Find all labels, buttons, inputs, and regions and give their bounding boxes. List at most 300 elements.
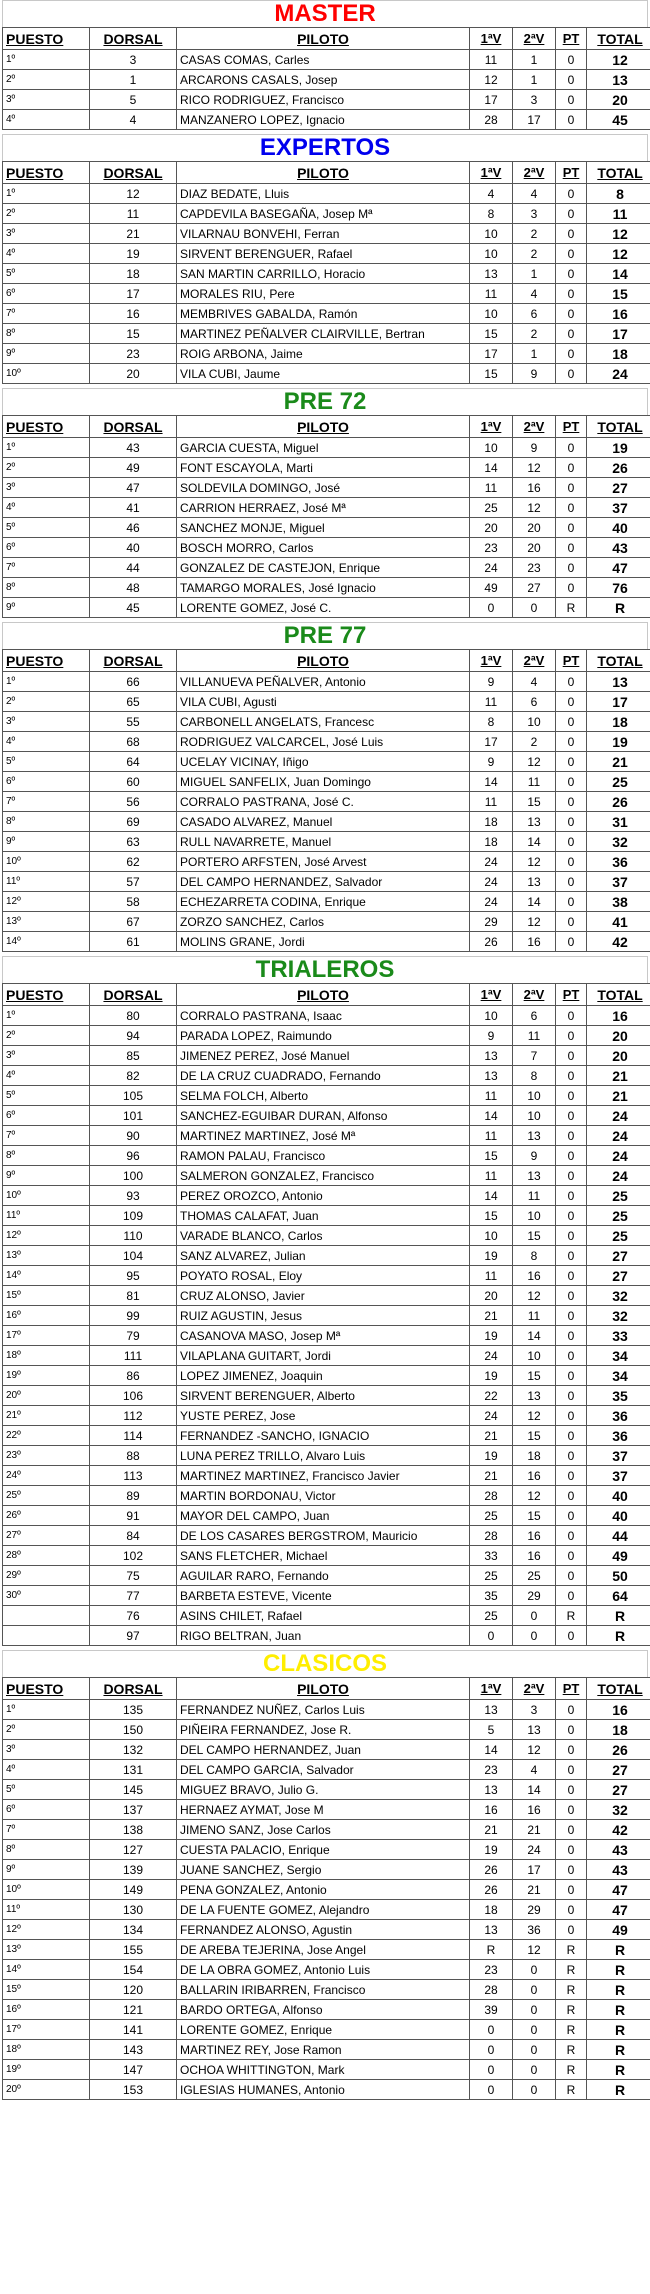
table-row — [3, 1186, 650, 1206]
cell-total: 33 — [587, 1326, 650, 1346]
table-row — [3, 692, 650, 712]
cell-dorsal: 40 — [90, 538, 177, 558]
cell-dorsal: 79 — [90, 1326, 177, 1346]
cell-total: 24 — [587, 364, 650, 384]
cell-first-round: 26 — [470, 1880, 513, 1900]
cell-second-round: 12 — [513, 1406, 556, 1426]
cell-puesto: 1º — [3, 438, 90, 458]
cell-first-round: 19 — [470, 1840, 513, 1860]
cell-total: 76 — [587, 578, 650, 598]
cell-piloto: RULL NAVARRETE, Manuel — [177, 832, 470, 852]
cell-second-round: 9 — [513, 364, 556, 384]
cell-piloto: JIMENEZ PEREZ, José Manuel — [177, 1046, 470, 1066]
table-row — [3, 1566, 650, 1586]
cell-dorsal: 111 — [90, 1346, 177, 1366]
cell-total: 19 — [587, 438, 650, 458]
results-table — [2, 983, 650, 1646]
cell-puesto: 6º — [3, 1106, 90, 1126]
cell-pt: 0 — [556, 1880, 587, 1900]
table-row — [3, 1266, 650, 1286]
cell-pt: 0 — [556, 1840, 587, 1860]
cell-puesto: 12º — [3, 892, 90, 912]
cell-first-round: 10 — [470, 1226, 513, 1246]
cell-puesto: 3º — [3, 1046, 90, 1066]
cell-piloto: MORALES RIU, Pere — [177, 284, 470, 304]
cell-second-round: 17 — [513, 1860, 556, 1880]
cell-first-round: 24 — [470, 558, 513, 578]
cell-first-round: 22 — [470, 1386, 513, 1406]
cell-piloto: SANZ ALVAREZ, Julian — [177, 1246, 470, 1266]
cell-piloto: SOLDEVILA DOMINGO, José — [177, 478, 470, 498]
cell-dorsal: 81 — [90, 1286, 177, 1306]
cell-second-round: 11 — [513, 772, 556, 792]
cell-piloto: RODRIGUEZ VALCARCEL, José Luis — [177, 732, 470, 752]
cell-dorsal: 61 — [90, 932, 177, 952]
cell-first-round: 16 — [470, 1800, 513, 1820]
cell-pt: 0 — [556, 1126, 587, 1146]
cell-first-round: 12 — [470, 70, 513, 90]
cell-total: 12 — [587, 244, 650, 264]
cell-puesto: 6º — [3, 538, 90, 558]
cell-piloto: SELMA FOLCH, Alberto — [177, 1086, 470, 1106]
cell-puesto: 2º — [3, 1026, 90, 1046]
table-row — [3, 1346, 650, 1366]
cell-dorsal: 15 — [90, 324, 177, 344]
cell-second-round: 0 — [513, 1606, 556, 1626]
cell-piloto: TAMARGO MORALES, José Ignacio — [177, 578, 470, 598]
cell-piloto: PIÑEIRA FERNANDEZ, Jose R. — [177, 1720, 470, 1740]
cell-piloto: JUANE SANCHEZ, Sergio — [177, 1860, 470, 1880]
cell-first-round: 11 — [470, 478, 513, 498]
cell-total: 37 — [587, 1446, 650, 1466]
cell-second-round: 2 — [513, 732, 556, 752]
header-first-round: 1ªV — [470, 650, 513, 672]
cell-second-round: 2 — [513, 324, 556, 344]
cell-dorsal: 76 — [90, 1606, 177, 1626]
cell-total: 32 — [587, 832, 650, 852]
cell-puesto: 16º — [3, 2000, 90, 2020]
cell-second-round: 11 — [513, 1186, 556, 1206]
cell-piloto: ARCARONS CASALS, Josep — [177, 70, 470, 90]
cell-piloto: MIGUEZ BRAVO, Julio G. — [177, 1780, 470, 1800]
cell-total: 24 — [587, 1166, 650, 1186]
cell-first-round: 25 — [470, 1566, 513, 1586]
cell-pt: 0 — [556, 518, 587, 538]
cell-piloto: SIRVENT BERENGUER, Rafael — [177, 244, 470, 264]
cell-piloto: DEL CAMPO HERNANDEZ, Salvador — [177, 872, 470, 892]
table-row — [3, 344, 650, 364]
cell-second-round: 0 — [513, 1960, 556, 1980]
cell-first-round: 33 — [470, 1546, 513, 1566]
cell-piloto: MANZANERO LOPEZ, Ignacio — [177, 110, 470, 130]
cell-total: 20 — [587, 90, 650, 110]
cell-piloto: CASAS COMAS, Carles — [177, 50, 470, 70]
cell-puesto: 8º — [3, 1840, 90, 1860]
cell-puesto: 1º — [3, 50, 90, 70]
cell-pt: 0 — [556, 1286, 587, 1306]
cell-total: 50 — [587, 1566, 650, 1586]
cell-piloto: SIRVENT BERENGUER, Alberto — [177, 1386, 470, 1406]
table-row — [3, 264, 650, 284]
table-row — [3, 364, 650, 384]
cell-piloto: IGLESIAS HUMANES, Antonio — [177, 2080, 470, 2100]
table-row — [3, 184, 650, 204]
cell-piloto: RICO RODRIGUEZ, Francisco — [177, 90, 470, 110]
cell-total: 27 — [587, 1760, 650, 1780]
cell-piloto: VILARNAU BONVEHI, Ferran — [177, 224, 470, 244]
cell-dorsal: 110 — [90, 1226, 177, 1246]
cell-dorsal: 68 — [90, 732, 177, 752]
cell-piloto: UCELAY VICINAY, Iñigo — [177, 752, 470, 772]
cell-piloto: VILA CUBI, Agusti — [177, 692, 470, 712]
table-row — [3, 872, 650, 892]
cell-piloto: PEREZ OROZCO, Antonio — [177, 1186, 470, 1206]
cell-total: R — [587, 2040, 650, 2060]
cell-second-round: 0 — [513, 2040, 556, 2060]
table-row — [3, 70, 650, 90]
header-second-round: 2ªV — [513, 1678, 556, 1700]
header-dorsal: DORSAL — [90, 650, 177, 672]
cell-piloto: YUSTE PEREZ, Jose — [177, 1406, 470, 1426]
cell-first-round: 23 — [470, 1760, 513, 1780]
cell-total: 16 — [587, 1006, 650, 1026]
cell-dorsal: 154 — [90, 1960, 177, 1980]
cell-piloto: PORTERO ARFSTEN, José Arvest — [177, 852, 470, 872]
table-row — [3, 204, 650, 224]
table-row — [3, 1426, 650, 1446]
cell-dorsal: 62 — [90, 852, 177, 872]
cell-dorsal: 141 — [90, 2020, 177, 2040]
cell-puesto: 1º — [3, 1006, 90, 1026]
cell-second-round: 12 — [513, 1740, 556, 1760]
table-row — [3, 1006, 650, 1026]
cell-total: 18 — [587, 1720, 650, 1740]
cell-total: 12 — [587, 50, 650, 70]
cell-puesto: 7º — [3, 1126, 90, 1146]
cell-puesto: 9º — [3, 832, 90, 852]
cell-puesto: 8º — [3, 1146, 90, 1166]
cell-first-round: 14 — [470, 1186, 513, 1206]
cell-first-round: 0 — [470, 2040, 513, 2060]
table-row — [3, 792, 650, 812]
cell-second-round: 16 — [513, 478, 556, 498]
cell-puesto: 11º — [3, 1206, 90, 1226]
cell-puesto: 7º — [3, 558, 90, 578]
table-row — [3, 498, 650, 518]
cell-total: 43 — [587, 538, 650, 558]
table-row — [3, 1820, 650, 1840]
table-row — [3, 1286, 650, 1306]
cell-first-round: 19 — [470, 1246, 513, 1266]
cell-second-round: 16 — [513, 1800, 556, 1820]
cell-first-round: 24 — [470, 872, 513, 892]
cell-total: 32 — [587, 1286, 650, 1306]
cell-first-round: 28 — [470, 1980, 513, 2000]
cell-first-round: 13 — [470, 1920, 513, 1940]
cell-pt: 0 — [556, 1266, 587, 1286]
cell-puesto: 5º — [3, 1086, 90, 1106]
cell-second-round: 4 — [513, 284, 556, 304]
cell-second-round: 9 — [513, 1146, 556, 1166]
cell-pt: 0 — [556, 324, 587, 344]
cell-puesto: 18º — [3, 1346, 90, 1366]
cell-dorsal: 89 — [90, 1486, 177, 1506]
cell-dorsal: 55 — [90, 712, 177, 732]
cell-second-round: 29 — [513, 1586, 556, 1606]
cell-first-round: 0 — [470, 2060, 513, 2080]
cell-pt: R — [556, 2080, 587, 2100]
header-pt: PT — [556, 1678, 587, 1700]
cell-puesto — [3, 1626, 90, 1646]
cell-second-round: 9 — [513, 438, 556, 458]
cell-puesto: 10º — [3, 852, 90, 872]
cell-dorsal: 63 — [90, 832, 177, 852]
cell-total: 43 — [587, 1840, 650, 1860]
cell-dorsal: 132 — [90, 1740, 177, 1760]
cell-piloto: CARRION HERRAEZ, José Mª — [177, 498, 470, 518]
cell-first-round: 17 — [470, 732, 513, 752]
cell-first-round: 19 — [470, 1366, 513, 1386]
cell-pt: R — [556, 1980, 587, 2000]
cell-piloto: POYATO ROSAL, Eloy — [177, 1266, 470, 1286]
cell-pt: 0 — [556, 832, 587, 852]
cell-piloto: CASANOVA MASO, Josep Mª — [177, 1326, 470, 1346]
cell-piloto: MAYOR DEL CAMPO, Juan — [177, 1506, 470, 1526]
cell-puesto: 9º — [3, 598, 90, 618]
cell-second-round: 12 — [513, 912, 556, 932]
cell-second-round: 16 — [513, 932, 556, 952]
cell-first-round: 11 — [470, 1086, 513, 1106]
cell-puesto: 4º — [3, 1760, 90, 1780]
cell-pt: 0 — [556, 498, 587, 518]
cell-puesto: 3º — [3, 1740, 90, 1760]
cell-pt: 0 — [556, 204, 587, 224]
cell-first-round: 0 — [470, 2020, 513, 2040]
cell-first-round: 13 — [470, 1046, 513, 1066]
table-row — [3, 832, 650, 852]
cell-dorsal: 17 — [90, 284, 177, 304]
cell-pt: 0 — [556, 812, 587, 832]
cell-second-round: 0 — [513, 2020, 556, 2040]
cell-first-round: 13 — [470, 1780, 513, 1800]
table-row — [3, 1606, 650, 1626]
cell-piloto: BARDO ORTEGA, Alfonso — [177, 2000, 470, 2020]
cell-second-round: 1 — [513, 50, 556, 70]
table-row — [3, 1506, 650, 1526]
cell-second-round: 15 — [513, 1506, 556, 1526]
results-table — [2, 1677, 650, 2100]
cell-piloto: SANS FLETCHER, Michael — [177, 1546, 470, 1566]
table-row — [3, 1406, 650, 1426]
cell-second-round: 21 — [513, 1820, 556, 1840]
cell-first-round: 8 — [470, 204, 513, 224]
cell-second-round: 10 — [513, 1106, 556, 1126]
cell-piloto: LOPEZ JIMENEZ, Joaquin — [177, 1366, 470, 1386]
cell-piloto: MARTIN BORDONAU, Victor — [177, 1486, 470, 1506]
header-second-round: 2ªV — [513, 650, 556, 672]
table-row — [3, 244, 650, 264]
cell-second-round: 14 — [513, 832, 556, 852]
cell-first-round: R — [470, 1940, 513, 1960]
cell-total: R — [587, 1980, 650, 2000]
cell-second-round: 25 — [513, 1566, 556, 1586]
header-piloto: PILOTO — [177, 162, 470, 184]
header-row — [3, 650, 650, 672]
cell-puesto: 13º — [3, 912, 90, 932]
cell-second-round: 8 — [513, 1066, 556, 1086]
table-row — [3, 598, 650, 618]
cell-puesto: 21º — [3, 1406, 90, 1426]
cell-total: 42 — [587, 1820, 650, 1840]
cell-pt: 0 — [556, 1106, 587, 1126]
cell-pt: 0 — [556, 1226, 587, 1246]
cell-piloto: PENA GONZALEZ, Antonio — [177, 1880, 470, 1900]
header-puesto: PUESTO — [3, 984, 90, 1006]
cell-puesto: 23º — [3, 1446, 90, 1466]
header-puesto: PUESTO — [3, 650, 90, 672]
header-pt: PT — [556, 984, 587, 1006]
cell-pt: 0 — [556, 1700, 587, 1720]
cell-dorsal: 147 — [90, 2060, 177, 2080]
cell-second-round: 36 — [513, 1920, 556, 1940]
table-row — [3, 1106, 650, 1126]
cell-second-round: 13 — [513, 1386, 556, 1406]
cell-first-round: 10 — [470, 244, 513, 264]
cell-total: 25 — [587, 772, 650, 792]
cell-dorsal: 20 — [90, 364, 177, 384]
cell-pt: 0 — [556, 1860, 587, 1880]
table-row — [3, 1800, 650, 1820]
cell-puesto: 20º — [3, 2080, 90, 2100]
cell-first-round: 18 — [470, 812, 513, 832]
cell-first-round: 0 — [470, 598, 513, 618]
cell-total: 21 — [587, 1086, 650, 1106]
table-row — [3, 912, 650, 932]
table-row — [3, 732, 650, 752]
cell-total: 19 — [587, 732, 650, 752]
cell-pt: 0 — [556, 1406, 587, 1426]
table-row — [3, 2040, 650, 2060]
cell-dorsal: 18 — [90, 264, 177, 284]
cell-piloto: LUNA PEREZ TRILLO, Alvaro Luis — [177, 1446, 470, 1466]
table-row — [3, 1046, 650, 1066]
cell-puesto: 3º — [3, 224, 90, 244]
cell-pt: 0 — [556, 1306, 587, 1326]
cell-piloto: SAN MARTIN CARRILLO, Horacio — [177, 264, 470, 284]
cell-piloto: MOLINS GRANE, Jordi — [177, 932, 470, 952]
header-puesto: PUESTO — [3, 1678, 90, 1700]
cell-first-round: 9 — [470, 1026, 513, 1046]
cell-total: 14 — [587, 264, 650, 284]
cell-total: 37 — [587, 1466, 650, 1486]
table-row — [3, 852, 650, 872]
cell-piloto: MARTINEZ MARTINEZ, Francisco Javier — [177, 1466, 470, 1486]
cell-second-round: 16 — [513, 1526, 556, 1546]
cell-pt: R — [556, 2060, 587, 2080]
table-row — [3, 458, 650, 478]
cell-dorsal: 96 — [90, 1146, 177, 1166]
cell-piloto: DE AREBA TEJERINA, Jose Angel — [177, 1940, 470, 1960]
cell-first-round: 9 — [470, 752, 513, 772]
cell-piloto: RAMON PALAU, Francisco — [177, 1146, 470, 1166]
cell-pt: 0 — [556, 852, 587, 872]
cell-first-round: 25 — [470, 1506, 513, 1526]
section-title: CLASICOS — [2, 1650, 648, 1677]
cell-piloto: AGUILAR RARO, Fernando — [177, 1566, 470, 1586]
cell-dorsal: 127 — [90, 1840, 177, 1860]
cell-puesto: 15º — [3, 1980, 90, 2000]
cell-dorsal: 5 — [90, 90, 177, 110]
cell-total: 26 — [587, 458, 650, 478]
cell-piloto: OCHOA WHITTINGTON, Mark — [177, 2060, 470, 2080]
cell-pt: 0 — [556, 1346, 587, 1366]
cell-dorsal: 47 — [90, 478, 177, 498]
cell-second-round: 14 — [513, 1326, 556, 1346]
cell-first-round: 19 — [470, 1446, 513, 1466]
cell-dorsal: 69 — [90, 812, 177, 832]
cell-total: R — [587, 2000, 650, 2020]
cell-puesto: 11º — [3, 1900, 90, 1920]
cell-piloto: HERNAEZ AYMAT, Jose M — [177, 1800, 470, 1820]
cell-puesto: 8º — [3, 812, 90, 832]
cell-second-round: 11 — [513, 1306, 556, 1326]
cell-total: 8 — [587, 184, 650, 204]
cell-pt: 0 — [556, 892, 587, 912]
cell-puesto: 5º — [3, 752, 90, 772]
cell-pt: 0 — [556, 1206, 587, 1226]
cell-first-round: 0 — [470, 1626, 513, 1646]
cell-dorsal: 75 — [90, 1566, 177, 1586]
cell-pt: 0 — [556, 1526, 587, 1546]
table-row — [3, 1920, 650, 1940]
cell-puesto: 25º — [3, 1486, 90, 1506]
cell-first-round: 0 — [470, 2080, 513, 2100]
cell-pt: 0 — [556, 224, 587, 244]
cell-dorsal: 145 — [90, 1780, 177, 1800]
cell-first-round: 24 — [470, 1406, 513, 1426]
cell-total: R — [587, 1626, 650, 1646]
cell-total: 21 — [587, 752, 650, 772]
cell-piloto: DE LA CRUZ CUADRADO, Fernando — [177, 1066, 470, 1086]
cell-total: 26 — [587, 1740, 650, 1760]
cell-second-round: 0 — [513, 598, 556, 618]
section-master — [2, 0, 648, 130]
header-row — [3, 1678, 650, 1700]
table-row — [3, 1146, 650, 1166]
cell-total: 15 — [587, 284, 650, 304]
cell-piloto: FONT ESCAYOLA, Marti — [177, 458, 470, 478]
table-row — [3, 1586, 650, 1606]
cell-second-round: 12 — [513, 1286, 556, 1306]
cell-pt: R — [556, 1940, 587, 1960]
cell-first-round: 20 — [470, 1286, 513, 1306]
section-pre-72 — [2, 388, 648, 618]
header-total: TOTAL — [587, 162, 650, 184]
cell-puesto: 22º — [3, 1426, 90, 1446]
table-row — [3, 812, 650, 832]
cell-pt: 0 — [556, 1486, 587, 1506]
cell-dorsal: 21 — [90, 224, 177, 244]
cell-first-round: 11 — [470, 1266, 513, 1286]
cell-piloto: DE LA OBRA GOMEZ, Antonio Luis — [177, 1960, 470, 1980]
cell-pt: 0 — [556, 1166, 587, 1186]
table-row — [3, 1466, 650, 1486]
cell-piloto: CUESTA PALACIO, Enrique — [177, 1840, 470, 1860]
cell-piloto: CAPDEVILA BASEGAÑA, Josep Mª — [177, 204, 470, 224]
cell-puesto: 9º — [3, 1166, 90, 1186]
cell-piloto: RUIZ AGUSTIN, Jesus — [177, 1306, 470, 1326]
cell-pt: 0 — [556, 1366, 587, 1386]
